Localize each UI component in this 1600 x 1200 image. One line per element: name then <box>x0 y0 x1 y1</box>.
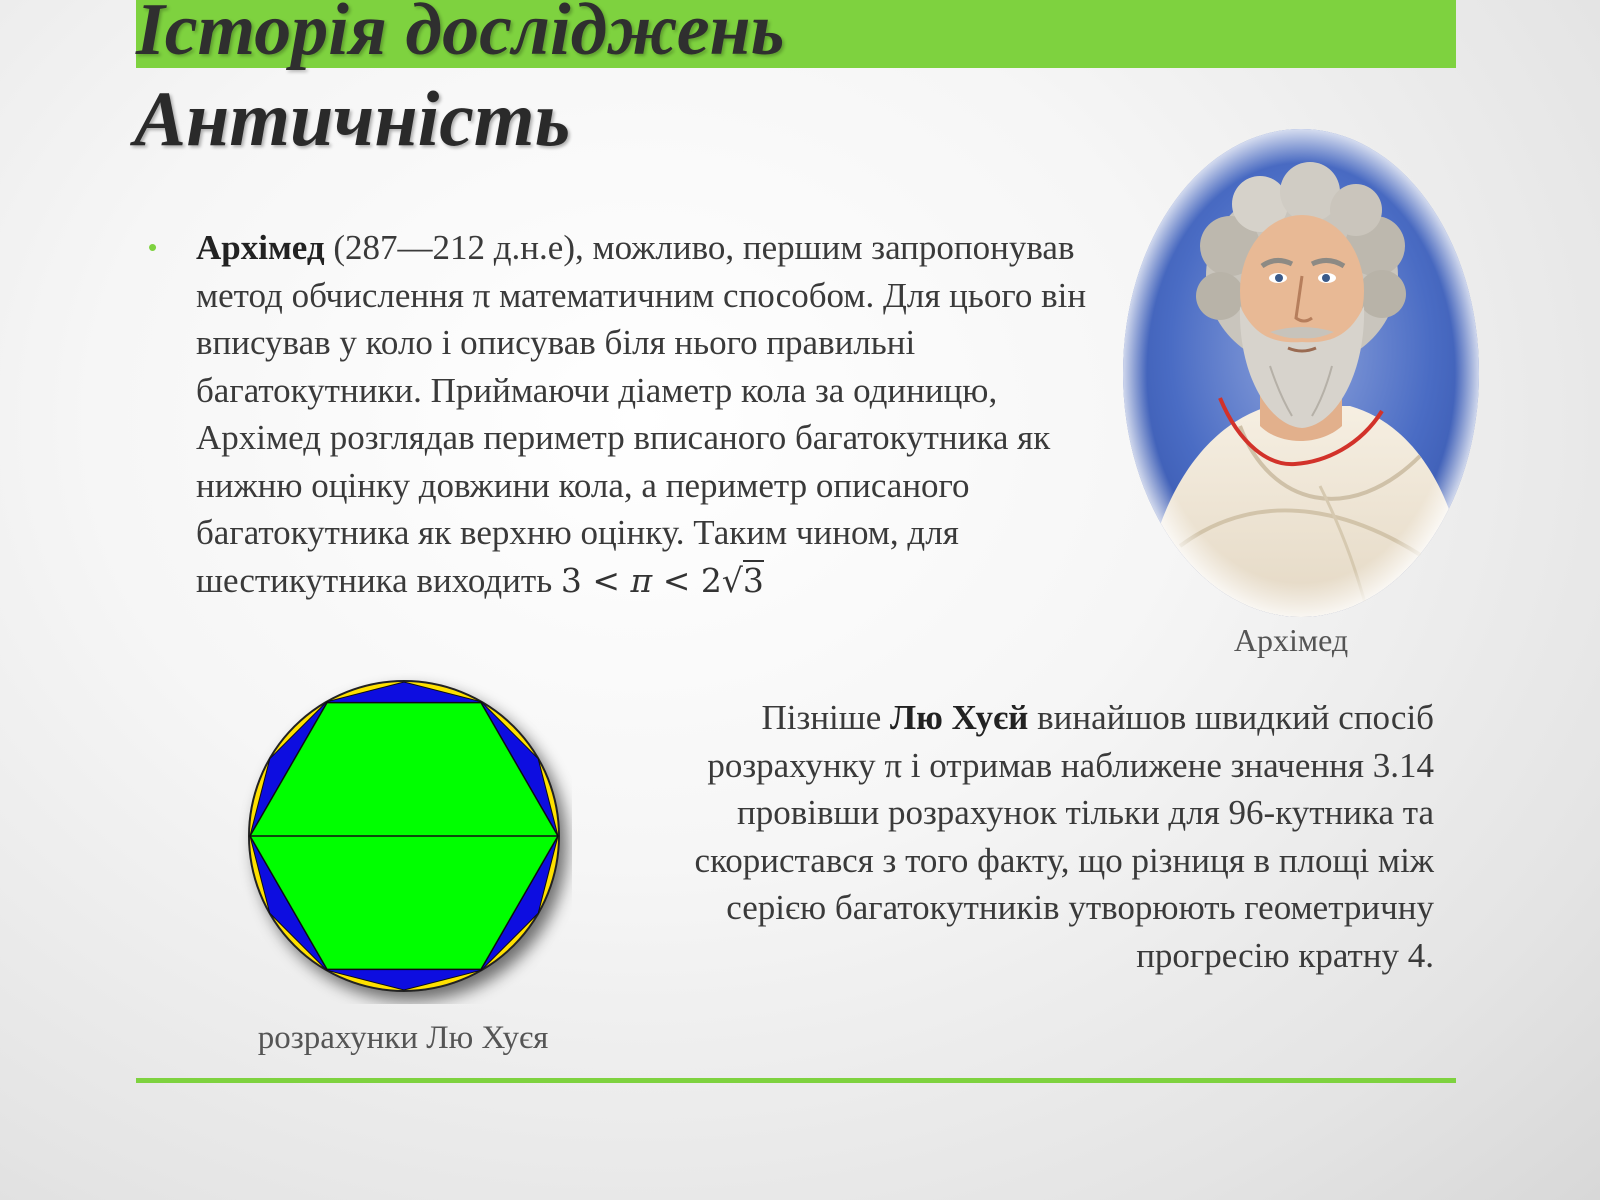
bottom-divider <box>136 1078 1456 1083</box>
diagram-caption: розрахунки Лю Хуєя <box>257 1020 549 1056</box>
portrait-illustration <box>1120 126 1482 620</box>
portrait-caption: Архімед <box>1233 622 1349 658</box>
formula-middle: < 2 <box>652 560 722 600</box>
liu-hui-diagram <box>236 668 572 1004</box>
liu-hui-text: винайшов швидкий спосіб розрахунку π і отримав наближене значення 3.14 провівши розрахунок тільки для 96-кутника та скористався з того факту, що різниця в площі між серією багатокутників утворюють геометричну прогресію кратну 4. <box>694 698 1434 975</box>
liu-hui-before: Пізніше <box>761 698 891 737</box>
pi-inequality-formula <box>561 561 764 600</box>
slide-title: Історія досліджень <box>136 0 785 71</box>
archimedes-text: (287—212 д.н.е), можливо, першим запропонував метод обчислення π математичним способом. Для цього він вписував у коло і описував біля нього правильні багатокутники. Приймаючи діаметр кола за одиницю, Архімед розглядав периметр вписаного багатокутника як нижню оцінку довжини кола, а периметр описаного багатокутника як верхню оцінку. Таким чином, для шестикутника виходить <box>196 228 1087 600</box>
formula-radicand: 3 <box>742 560 764 600</box>
archimedes-name: Архімед <box>196 228 325 267</box>
formula-radical: √ <box>721 560 743 600</box>
liu-hui-paragraph <box>688 694 1434 979</box>
slide-subtitle: Античність <box>134 75 571 162</box>
formula-left: 3 < <box>560 560 631 600</box>
liu-hui-name: Лю Хуєй <box>890 698 1029 737</box>
bullet-marker: • <box>148 232 158 262</box>
hexagon-diagram <box>236 668 572 1004</box>
archimedes-paragraph <box>196 224 1106 604</box>
archimedes-portrait <box>1120 126 1482 620</box>
formula-pi: π <box>630 560 653 600</box>
